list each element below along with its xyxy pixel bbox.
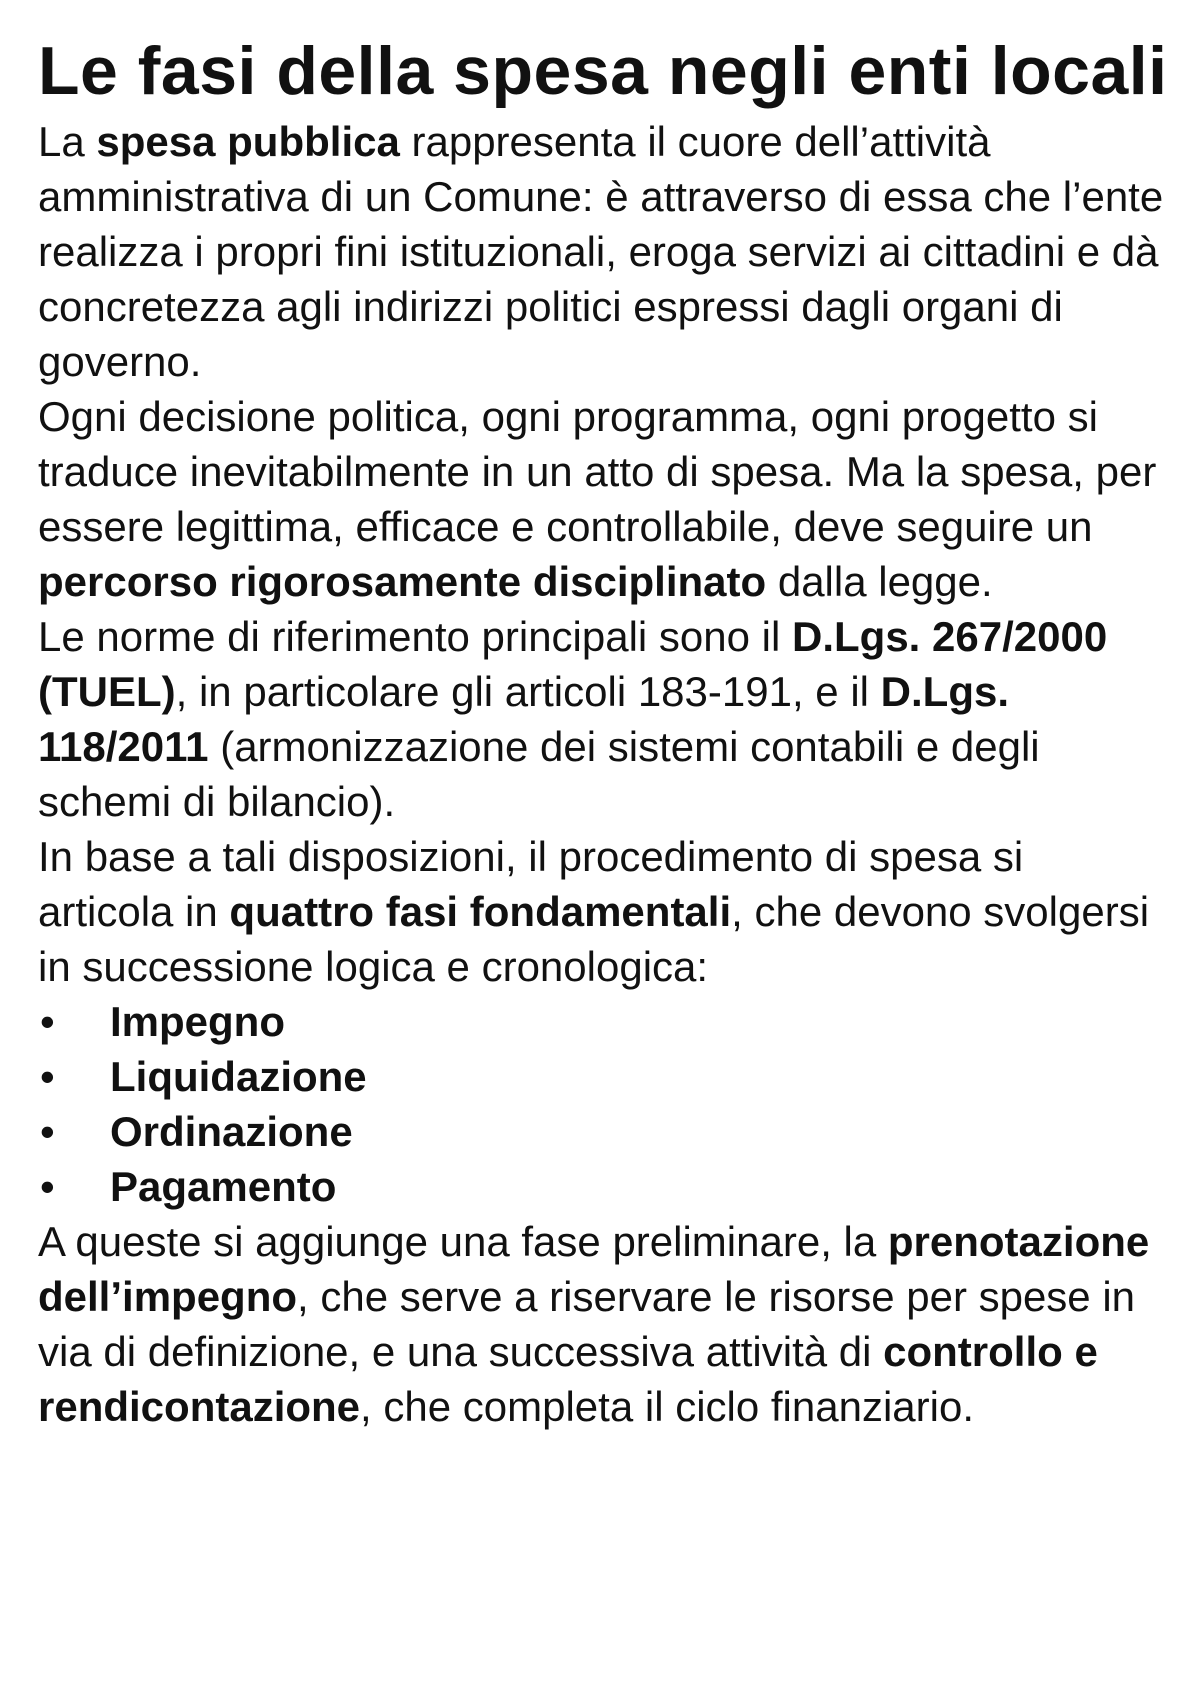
paragraph-text: , che completa il ciclo finanziario.: [360, 1383, 974, 1430]
paragraph-text: Le norme di riferimento principali sono il: [38, 613, 793, 660]
bold-term: spesa pubblica: [96, 118, 400, 165]
bullet-icon: •: [40, 998, 55, 1045]
bullet-icon: •: [40, 1053, 55, 1100]
bold-term: percorso rigorosamente disciplinato: [38, 558, 767, 605]
paragraph-text: , in particolare gli articoli 183-191, e il: [175, 668, 881, 715]
paragraph-text: , che serve a riservare le risorse per spese in via di definizione, e una successiva attività di: [38, 1273, 1136, 1375]
paragraph-text: A queste si aggiunge una fase preliminare, la: [38, 1218, 888, 1265]
page-title: Le fasi della spesa negli enti locali: [38, 33, 1168, 109]
bold-term: controllo e rendicontazione: [38, 1328, 1098, 1430]
phase-label: Pagamento: [110, 1163, 337, 1210]
paragraph-norms: [38, 609, 1168, 829]
bullet-icon: •: [40, 1108, 55, 1155]
phase-label: Liquidazione: [110, 1053, 367, 1100]
paragraph-text: rappresenta il cuore dell’attività amministrativa di un Comune: è attraverso di essa che l’ente realizza i propri fini istituzionali, eroga servizi ai cittadini e dà concretezza agli indirizzi politici espressi dagli organi di governo.: [38, 118, 1164, 385]
phase-label: Ordinazione: [110, 1108, 353, 1155]
phase-label: Impegno: [110, 998, 285, 1045]
bold-term: prenotazione dell’impegno: [38, 1218, 1150, 1320]
paragraph-text: La: [38, 118, 97, 165]
list-item: [38, 1049, 1168, 1104]
paragraph-decisions: [38, 389, 1168, 609]
document-body: [38, 114, 1168, 1434]
list-item: [38, 1104, 1168, 1159]
list-item: [38, 994, 1168, 1049]
paragraph-text: In base a tali disposizioni, il procedimento di spesa si articola in: [38, 833, 1024, 935]
paragraph-phases-intro: [38, 829, 1168, 994]
bullet-icon: •: [40, 1163, 55, 1210]
paragraph-text: Ogni decisione politica, ogni programma, ogni progetto si traduce inevitabilmente in un atto di spesa. Ma la spesa, per essere legittima, efficace e controllabile, deve seguire un: [38, 393, 1157, 550]
list-item: [38, 1159, 1168, 1214]
phases-list: [38, 994, 1168, 1214]
paragraph-text: , che devono svolgersi in successione logica e cronologica:: [38, 888, 1150, 990]
bold-term: D.Lgs. 118/2011: [38, 668, 1010, 770]
bold-term: quattro fasi fondamentali: [229, 888, 732, 935]
paragraph-text: (armonizzazione dei sistemi contabili e degli schemi di bilancio).: [38, 723, 1040, 825]
document-page: [38, 28, 1168, 1434]
paragraph-text: dalla legge.: [766, 558, 993, 605]
bold-term: D.Lgs. 267/2000 (TUEL): [38, 613, 1108, 715]
paragraph-additional: [38, 1214, 1168, 1434]
paragraph-intro: [38, 114, 1168, 389]
